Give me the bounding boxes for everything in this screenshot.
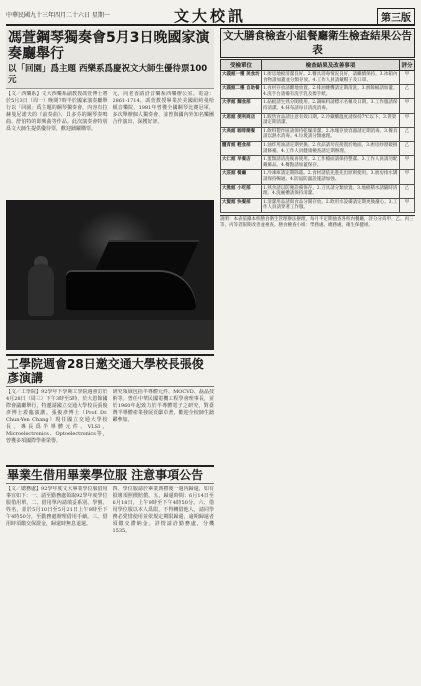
gown-body-b: 四、學位服請於畢業典禮後一週內歸還，如有損壞須照價賠償。五、歸還時間：6月14日至6月18日，上午9時至下午4時50分。六、借用學位服以本人爲限，不得轉借他人，請同學務必愛惜使用並依規定期限歸還，逾期歸還者須繳交滯納金。詳情請洽勤務處，分機1535。 [112, 486, 214, 534]
cell-notes: 1.蛋類請清洗後再使用。2.工作檯面請保持整潔。3.工作人員請勿配戴飾品。4.餐點請加蓋保存。 [262, 156, 400, 170]
table-row [221, 156, 415, 170]
cell-notes: 1.冷凍庫請定期除霜。2.食材請依先進先出原則使用。3.廚房排水溝請保持暢通。4.防鼠防蟲設施請加強。 [262, 170, 400, 184]
cell-result: 甲 [400, 71, 415, 85]
cell-store: 大仁館 早餐店 [221, 156, 262, 170]
edition-badge: 第三版 [377, 8, 415, 25]
lecture-body-b: 研究領域包括半導體元件、MOCVD、磊晶技術等。曾任中華民國電機工程學會理事長，並於1960年起致力於半導體電子之研究，對臺灣半導體產業發展貢獻卓著，歡迎全校師生踴躍參加。 [112, 389, 214, 423]
cell-notes: 1.油炸用油請定期更換。2.食品請勿直接置於地面。3.廚房紗窗破損請修補。4.工作人員健康檢查請定期辦理。 [262, 141, 400, 155]
cell-notes: 1.砧板請生熟分開使用。2.調味料請標示名稱及日期。3.工作服請保持清潔。4.抹布請每日清洗消毒。 [262, 99, 400, 113]
table-row [221, 85, 415, 99]
cell-store: 體育館 輕食部 [221, 141, 262, 155]
concert-body-a: 【文／西樂系】文大西樂系副教授馮萱博士將於5月3日（周一）晚間7時半於國家演奏廳舉行以「回園」爲主題的鋼琴獨奏會，內容有拉赫曼尼諾夫的《前奏曲》、貝多芬的鋼琴奏鳴曲、舒伯特的即興曲等作品。此次演奏會特別爲文大師生提供優待票，歡迎踴躍購票。 [6, 91, 108, 132]
cell-notes: 1.販售食品請注意有效日期。2.冷藏櫃溫度請保持7℃以下。3.貨架請定期清潔。 [262, 113, 400, 127]
cell-store: 大義館一樓 美食坊 [221, 71, 262, 85]
table-row [221, 198, 415, 212]
table-row [221, 127, 415, 141]
table-row [221, 113, 415, 127]
cell-result: 乙 [400, 127, 415, 141]
piano-silhouette [66, 270, 196, 310]
cell-result: 乙 [400, 184, 415, 198]
cell-store: 大莊館 餐廳 [221, 170, 262, 184]
article-lecture [6, 354, 214, 461]
lecture-body-a: 【文／工學院】92學年下學期工學院週會訂於4月28日（周三）下午3時至5時，於大恩館國際會議廳舉行，特邀請國立交通大學校長張俊彥博士蒞臨演講。張俊彥博士（Prof. Dr. Chun-Yen Chang）現任國立交通大學校長，專長爲半導體元件、VLSI、Microelectronics、Optoelectronics等，曾獲多項國際學術榮譽。 [6, 389, 108, 444]
table-row [221, 184, 415, 198]
cell-notes: 1.廚房地板清潔良好。2.餐具消毒情況良好，請繼續保持。3.冰箱內食物請加蓋並分類存放。4.工作人員請戴帽子及口罩。 [262, 71, 400, 85]
article-gown [6, 465, 214, 686]
col-store: 受檢單位 [221, 60, 262, 71]
col-notes: 檢查結果及改善事項 [262, 60, 400, 71]
inspection-table [220, 59, 415, 213]
cell-store: 大孝館 麵食部 [221, 99, 262, 113]
cell-store: 大典館 咖啡簡餐 [221, 127, 262, 141]
cell-result: 甲 [400, 156, 415, 170]
article-concert [6, 28, 214, 89]
left-column [6, 28, 214, 634]
table-row [221, 99, 415, 113]
report-footnote: 說明：本表依據本校膳食衛生管理辦法辦理，每月不定期抽查各校內餐廳，評分分爲甲、乙、丙三等，丙等者限期改善並複查。膳食檢查小組：學務處、總務處、衛生保健組。 [220, 216, 414, 228]
masthead [6, 4, 415, 26]
subhead-concert: 以「回園」爲主題 西樂系爲慶祝文大師生優待票100元 [8, 64, 208, 85]
table-row [221, 170, 415, 184]
cell-result: 甲 [400, 113, 415, 127]
cell-notes: 1.清潔用品請與食品分開存放。2.飲用水設備請定期更換濾心。3.工作人員請穿著工作服。 [262, 198, 400, 212]
cell-store: 大義館二樓 自助餐 [221, 85, 262, 99]
cell-result: 甲 [400, 99, 415, 113]
right-column [220, 28, 415, 634]
concert-photo [6, 200, 214, 350]
table-row [221, 141, 415, 155]
cell-store: 大賢館 快餐部 [221, 198, 262, 212]
cell-result: 甲 [400, 170, 415, 184]
concert-body-b: 元，向老香請洽音樂系西樂辦公室。電話：2861-1714。馮萱教授畢業於美國紐約曼哈頓音樂院，1981年曾獲全國鋼琴比賽冠軍，多次舉辦個人獨奏會，並曾與國內外知名樂團合作演出，深獲好評。 [112, 91, 214, 125]
cell-store: 大恩館 便利商店 [221, 113, 262, 127]
report-title: 文大膳食檢查小組餐廳衛生檢查結果公告表 [220, 28, 415, 58]
cell-result: 甲 [400, 198, 415, 212]
issue-date: 中華民國九十三年四月二十六日 星期一 [6, 12, 110, 19]
cell-result: 乙 [400, 85, 415, 99]
gown-body-a: 【文／總務處】92學年度文大畢業學位服借用事宜如下：一、請至勤務處領取92學年度學位服借用單。二、借用單內請填妥系別、學號、姓名，並於5月10日至5月21日上午9時至下午4時50分，至勤務處辦理借用手續。三、借用時須繳交保證金，歸還時無息退還。 [6, 486, 108, 527]
newspaper-name: 文大校訊 [174, 7, 247, 25]
cell-notes: 1.熟食請以防塵設備保存。2.刀具請分類放置。3.地板積水請隨時清理。4.洗碗槽請保持清潔。 [262, 184, 400, 198]
cell-notes: 1.飲料製作區請保持乾燥清潔。2.冰塊存放容器請定期消毒。3.餐具請以熱水消毒。4.垃圾請分類處理。 [262, 127, 400, 141]
cell-result: 乙 [400, 141, 415, 155]
cell-notes: 1.食材存放請離地放置。2.排油煙機請定期清洗。3.廚餘桶請加蓋。4.洗手台請備有洗手乳及擦手紙。 [262, 85, 400, 99]
headline-concert: 馮萱鋼琴獨奏會5月3日晚國家演奏廳舉行 [8, 30, 210, 62]
col-result: 評分 [400, 60, 415, 71]
pianist-silhouette [28, 264, 54, 316]
cell-store: 大雅館 小吃部 [221, 184, 262, 198]
table-row [221, 71, 415, 85]
headline-gown: 畢業生借用畢業學位服 注意事項公告 [6, 465, 214, 484]
headline-lecture: 工學院週會28日邀交通大學校長張俊彥演講 [6, 354, 214, 387]
